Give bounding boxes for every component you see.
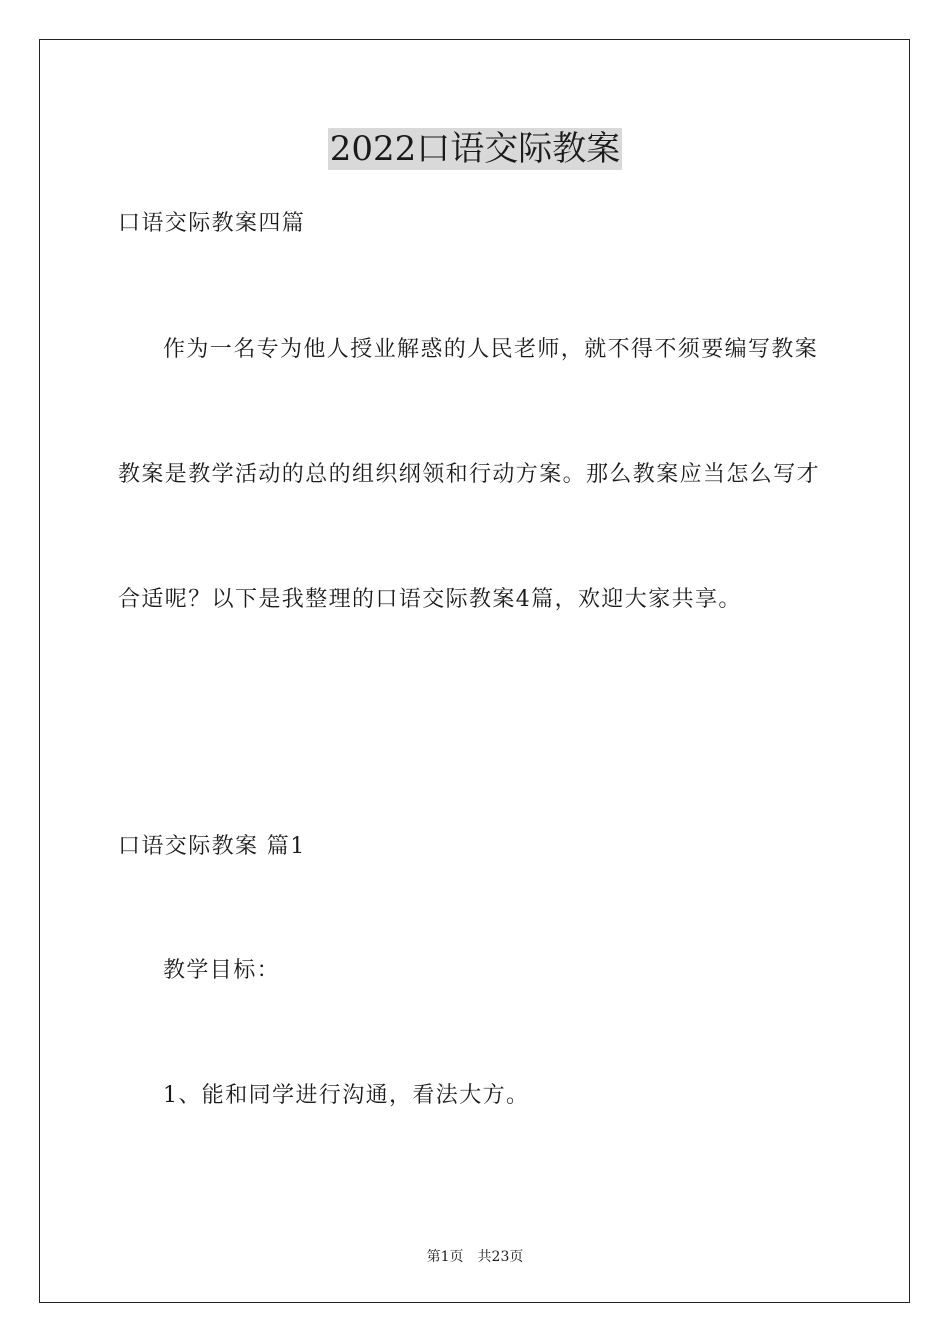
objective-item-1: 1、能和同学进行沟通，看法大方。 (163, 1083, 530, 1108)
title-container (0, 128, 950, 170)
objectives-label: 教学目标： (163, 958, 281, 983)
paragraph-line-3: 合适呢？以下是我整理的口语交际教案4篇，欢迎大家共享。 (118, 587, 742, 612)
paragraph-line-1: 作为一名专为他人授业解惑的人民老师，就不得不须要编写教案 (163, 337, 819, 362)
document-title: 2022口语交际教案 (329, 129, 621, 169)
total-pages-label: 共23页 (477, 1249, 524, 1265)
section-heading: 口语交际教案 篇1 (118, 834, 306, 859)
document-subtitle: 口语交际教案四篇 (118, 211, 306, 236)
paragraph-line-2: 教案是教学活动的总的组织纲领和行动方案。那么教案应当怎么写才 (118, 462, 821, 487)
page-footer (0, 1247, 950, 1267)
current-page-label: 第1页 (426, 1249, 464, 1265)
